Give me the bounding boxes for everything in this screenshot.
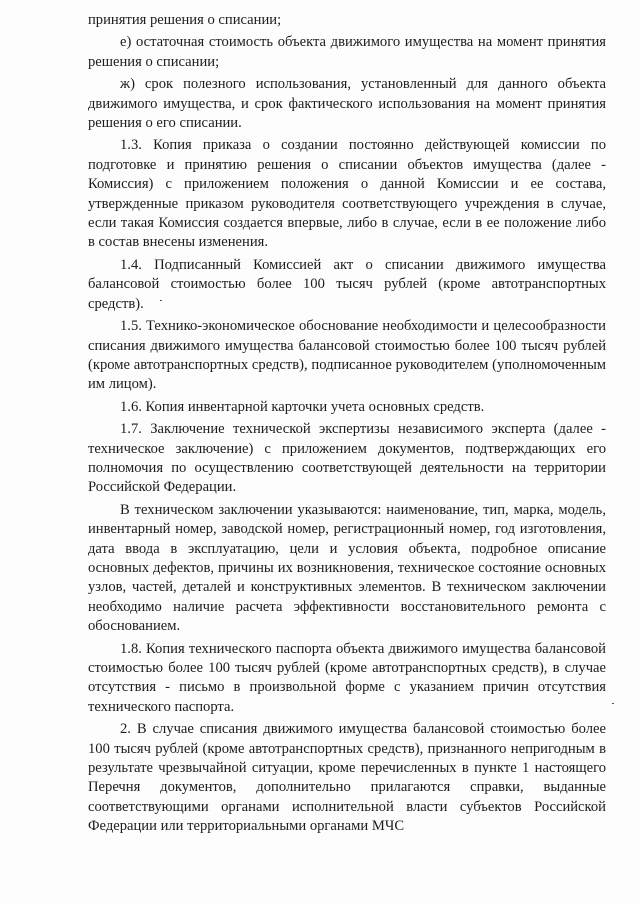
paragraph-continuation: принятия решения о списании; (88, 12, 282, 28)
paragraph-1-8: 1.8. Копия технического паспорта объекта движимого имущества балансовой стоимостью более 100 тысяч рублей (кроме автотранспортных средств), в случае отсутствия - письмо в произвольной форме с указанием причин отсутствия технического паспорта. (88, 640, 606, 715)
scan-speck (612, 703, 614, 704)
paragraph-technical-conclusion: В техническом заключении указываются: наименование, тип, марка, модель, инвентарный номер, заводской номер, регистрационный номер, год изготовления, дата ввода в эксплуатацию, цели и условия объекта, подробное описание основных дефектов, причины их возникновения, техническое состояние основных узлов, частей, деталей и конструктивных элементов. В техническом заключении необходимо наличие расчета эффективности восстановительного ремонта с обоснованием. (88, 501, 606, 635)
paragraph-2: 2. В случае списания движимого имущества балансовой стоимостью более 100 тысяч рублей (кроме автотранспортных средств), признанного непригодным в результате чрезвычайной ситуации, кроме перечисленных в пункте 1 настоящего Перечня документов, дополнительно прилагаются справки, выданные соответствующими органами исполнительной власти субъектов Российской Федерации или территориальными органами МЧС (88, 721, 606, 835)
paragraph-1-6: 1.6. Копия инвентарной карточки учета основных средств. (120, 398, 485, 415)
paragraph-1-3: 1.3. Копия приказа о создании постоянно действующей комиссии по подготовке и принятию решения о списании объектов имущества (далее - Комиссия) с приложением положения о данной Комиссии и ее состава, утвержденные приказом руководителя соответствующего учреждения в случае, если такая Комиссия создается впервые, либо в случае, если в ее положение либо в состав внесены изменения. (88, 137, 606, 251)
paragraph-1-7: 1.7. Заключение технической экспертизы независимого эксперта (далее - техническое заключение) с приложением документов, подтверждающих его полномочия по осуществлению соответствующей деятельности на территории Российской Федерации. (88, 421, 606, 496)
document-body (88, 11, 606, 837)
paragraph-item-e: е) остаточная стоимость объекта движимого имущества на момент принятия решения о списании; (88, 34, 606, 70)
paragraph-item-zh: ж) срок полезного использования, установленный для данного объекта движимого имущества, и срок фактического использования на момент принятия решения о его списании. (88, 76, 606, 132)
paragraph-1-5: 1.5. Технико-экономическое обоснование необходимости и целесообразности списания движимого имущества балансовой стоимостью более 100 тысяч рублей (кроме автотранспортных средств), подписанное руководителем (уполномоченным им лицом). (88, 318, 606, 393)
paragraph-1-4: 1.4. Подписанный Комиссией акт о списании движимого имущества балансовой стоимостью более 100 тысяч рублей (кроме автотранспортных средств). (88, 256, 606, 312)
scan-speck (160, 300, 162, 301)
